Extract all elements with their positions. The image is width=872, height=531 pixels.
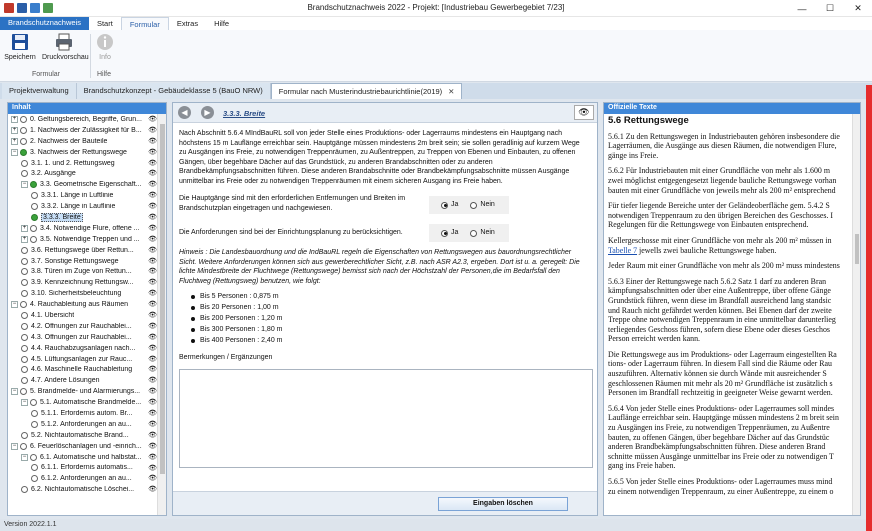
official-paragraph xyxy=(608,132,851,161)
open-status-icon xyxy=(20,443,27,450)
text-line: Person erreicht werden kann. xyxy=(608,334,701,344)
text-line: 5.6.5 Von jeder Stelle eines Produktions- oder Lagerraumes muss mind xyxy=(608,477,833,486)
eye-icon[interactable]: 👁 xyxy=(148,366,157,374)
tree-scrollbar[interactable] xyxy=(157,114,166,515)
tab-start[interactable]: Start xyxy=(96,19,113,28)
eye-icon[interactable]: 👁 xyxy=(148,312,157,320)
text-line: anderen Brandbekämpfungsabschnitten führen. Diese anderen Brand xyxy=(608,442,826,452)
text-line: Treppe ohne notwendigen Treppenraum in eine unmittelbar darunterlieg xyxy=(608,315,836,325)
tree-item[interactable] xyxy=(8,397,158,408)
ribbon-tabs xyxy=(0,17,872,30)
tree-item[interactable] xyxy=(8,256,158,267)
q1-no-radio[interactable] xyxy=(470,200,494,210)
question-1-options xyxy=(429,196,509,214)
text-line: 5.6.2 Für Industriebauten mit einer Grundfläche von mehr als 1.600 m xyxy=(608,166,830,176)
doc-tab-formular-label: Formular nach Musterindustriebaurichtlinie(2019) xyxy=(278,87,443,96)
tree-item-label: 3.3.2. Länge in Lauflinie xyxy=(41,203,116,211)
tree-item[interactable] xyxy=(8,419,158,430)
open-status-icon xyxy=(30,225,37,232)
tree-item-label: 4.3. Öffnungen zur Rauchablei... xyxy=(31,333,132,341)
expand-icon[interactable]: + xyxy=(12,126,17,133)
tree-item-label: 3.1. 1. und 2. Rettungsweg xyxy=(31,159,115,167)
list-item: Bis 200 Personen : 1,20 m xyxy=(191,314,587,325)
official-paragraph xyxy=(608,261,851,271)
eye-icon[interactable]: 👁 xyxy=(148,290,157,298)
title-bar xyxy=(0,0,872,17)
text-line: 5.6.3 Einer der Rettungswege nach 5.6.2 Satz 1 darf zu anderen Bran xyxy=(608,276,827,286)
group-hilfe: Hilfe xyxy=(96,71,111,78)
eye-icon[interactable]: 👁 xyxy=(148,399,157,407)
open-status-icon xyxy=(21,366,28,373)
list-item: Bis 5 Personen : 0,875 m xyxy=(191,292,587,303)
official-text-scrollbar[interactable] xyxy=(852,114,860,515)
tab-extras[interactable]: Extras xyxy=(176,19,199,28)
eye-icon[interactable]: 👁 xyxy=(148,344,157,352)
tree-item-label: 3.3.1. Länge in Luftlinie xyxy=(41,192,114,200)
open-status-icon xyxy=(21,334,28,341)
tree-item-label: 3.2. Ausgänge xyxy=(31,170,76,178)
q1-yes-radio[interactable] xyxy=(441,200,458,210)
text-line: Die Rettungswege aus im Produktions- oder Lagerraum eingestellten Ra xyxy=(608,349,837,359)
tree-item[interactable] xyxy=(8,147,158,158)
official-text-body xyxy=(608,116,851,502)
expand-icon[interactable]: + xyxy=(12,137,17,144)
save-button[interactable] xyxy=(3,33,37,61)
tree-item-label: 6.1. Automatische und halbstat... xyxy=(40,453,142,461)
forward-button[interactable]: ▶ xyxy=(201,106,214,119)
width-list xyxy=(191,292,587,347)
tree-item-label: 6.1.1. Erfordernis automatis... xyxy=(41,464,133,472)
doc-tab-projektverwaltung[interactable]: Projektverwaltung xyxy=(2,83,77,99)
text-line: gang ins Freie haben. xyxy=(608,461,676,471)
tree-item-label: 4.7. Andere Lösungen xyxy=(31,377,100,385)
tree-item-label: 5.1. Automatische Brandmelde... xyxy=(40,399,142,407)
eye-icon[interactable]: 👁 xyxy=(148,377,157,385)
tree-item[interactable] xyxy=(8,354,158,365)
official-paragraph xyxy=(608,277,851,344)
tree-item[interactable] xyxy=(8,158,158,169)
eye-icon[interactable]: 👁 xyxy=(148,214,157,222)
tree-item[interactable] xyxy=(8,190,158,201)
tree-item[interactable] xyxy=(8,332,158,343)
tree-item[interactable] xyxy=(8,277,158,288)
open-status-icon xyxy=(21,323,28,330)
ribbon xyxy=(0,30,872,82)
open-status-icon xyxy=(31,464,38,471)
intro-text: Nach Abschnitt 5.6.4 MIndBauRL soll von jeder Stelle eines Produktions- oder Lagerraums mindestens ein Hauptgang nach höchstens 15 m Lauflänge erreichbar sein. Hauptgänge müssen mindestens 2m breit sein; sie sollen geradlinig auf kurzem Wege zu Ausgängen ins Freie, zu notwendigen Treppenräumen, zu Außentreppen, zu Treppen von Ebenen und Einbauten, zu offenen Gängen, über begehbare Dächer auf das Grundstück, zu anderen Brandabschnitten oder zu anderen Brandbekämpfungsabschnitten führen. Diese anderen Brandabschnitte oder Brandbekämpfungsabschnitte müssen Ausgänge unmittelbar ins Freie oder zu notwendigen Treppenräumen mit einem sicheren Ausgang ins Freie haben. xyxy=(179,130,580,185)
text-line: bauten mit einer Grundfläche von jeweils mehr als 200 m² entsprechend xyxy=(608,185,836,195)
q2-no-label: Nein xyxy=(480,229,495,237)
tree-item[interactable] xyxy=(8,245,158,256)
tree-item-label: 3.6. Rettungswege über Rettun... xyxy=(31,246,134,254)
maximize-button[interactable]: ☐ xyxy=(825,3,835,13)
tree-item[interactable] xyxy=(8,201,158,212)
form-content xyxy=(177,129,587,363)
open-status-icon xyxy=(30,236,37,243)
printer-icon xyxy=(55,33,73,51)
expand-icon[interactable]: + xyxy=(12,115,17,122)
minimize-button[interactable]: — xyxy=(797,3,807,14)
official-text-scrollbar-thumb[interactable] xyxy=(855,234,859,264)
eye-icon[interactable]: 👁 xyxy=(148,486,157,494)
open-status-icon xyxy=(31,421,38,428)
eye-icon[interactable]: 👁 xyxy=(148,170,157,178)
tree-item-label: 3.10. Sicherheitsbeleuchtung xyxy=(31,290,122,298)
eye-icon[interactable]: 👁 xyxy=(148,475,157,483)
collapse-icon[interactable]: − xyxy=(12,301,17,308)
text-line: 5.6.4 Von jeder Stelle eines Produktions- oder Lagerraumes soll mindes xyxy=(608,403,835,413)
official-paragraph xyxy=(608,201,851,230)
tree-item-label: 2. Nachweis der Bauteile xyxy=(30,137,108,145)
eye-icon[interactable]: 👁 xyxy=(148,116,157,123)
collapse-icon[interactable]: − xyxy=(22,181,27,188)
collapse-icon[interactable]: − xyxy=(12,388,17,395)
tree-item-label: 4.2. Öffnungen zur Rauchablei... xyxy=(31,322,132,330)
back-button[interactable]: ◀ xyxy=(178,106,191,119)
accent-edge xyxy=(866,85,872,531)
tree-item[interactable] xyxy=(8,321,158,332)
tree-item[interactable] xyxy=(8,408,158,419)
tree-item[interactable] xyxy=(8,288,158,299)
text-line: terliegendes Geschoss führen, sofern diese Ebene oder dieses Geschos xyxy=(608,324,830,334)
official-texts-panel xyxy=(603,102,861,516)
tree-item[interactable] xyxy=(8,125,158,136)
tree-item-label: 3.3.3. Breite xyxy=(43,213,81,221)
question-2-text: Die Anforderungen sind bei der Einrichtungsplanung zu berücksichtigen. xyxy=(179,229,403,236)
group-formular: Formular xyxy=(31,71,60,78)
eye-icon[interactable]: 👁 xyxy=(148,388,157,396)
text-line: tions- oder Lagerraum führen. In diesem Fall sind die Räume oder Rau xyxy=(608,359,832,369)
completed-status-icon xyxy=(20,149,27,156)
tree-item-label: 5.2. Nichtautomatische Brand... xyxy=(31,431,129,439)
info-label: Info xyxy=(99,54,111,61)
tree-item[interactable] xyxy=(8,484,158,495)
eye-icon[interactable]: 👁 xyxy=(148,148,157,156)
question-2-options xyxy=(429,224,509,242)
open-status-icon xyxy=(21,356,28,363)
text-line: Personen im Brandfall rechtzeitig in geeigneter Weise gewarnt werden. xyxy=(608,388,833,398)
tree-item-label: 3.3. Geometrische Eigenschaft... xyxy=(40,181,142,189)
tree-item[interactable] xyxy=(8,375,158,386)
open-status-icon xyxy=(21,312,28,319)
official-paragraph xyxy=(608,236,851,255)
eye-icon[interactable]: 👁 xyxy=(148,159,157,167)
eye-icon[interactable]: 👁 xyxy=(148,410,157,418)
tree-item[interactable] xyxy=(8,299,158,310)
text-line: jewells zwei bauliche Rettungswege haben. xyxy=(639,245,777,255)
tree-scrollbar-thumb[interactable] xyxy=(160,124,165,474)
tree-item[interactable] xyxy=(8,212,158,223)
official-texts-header: Offizielle Texte xyxy=(604,103,860,114)
tree-item[interactable] xyxy=(8,343,158,354)
eye-icon: 👁 xyxy=(578,107,590,117)
text-line: geschlossenen Räumen mit mehr als 20 m² Grundfläche ist zusätzlich s xyxy=(608,378,833,388)
tree-item-label: 4.5. Lüftungsanlagen zur Rauc... xyxy=(31,355,133,363)
form-panel xyxy=(172,102,598,516)
completed-status-icon xyxy=(31,214,38,221)
official-paragraph xyxy=(608,166,851,195)
open-status-icon xyxy=(30,399,37,406)
contents-panel xyxy=(7,102,167,516)
eye-icon[interactable]: 👁 xyxy=(148,431,157,439)
tree-item[interactable] xyxy=(8,430,158,441)
document-tabs xyxy=(0,83,872,99)
open-status-icon xyxy=(20,138,27,145)
collapse-icon[interactable]: − xyxy=(22,453,27,460)
open-status-icon xyxy=(21,345,28,352)
eye-icon[interactable]: 👁 xyxy=(148,333,157,341)
open-status-icon xyxy=(21,247,28,254)
tree-item[interactable] xyxy=(8,136,158,147)
eye-icon[interactable]: 👁 xyxy=(148,203,157,211)
radio-checked-icon xyxy=(441,202,448,209)
open-status-icon xyxy=(21,268,28,275)
open-status-icon xyxy=(21,279,28,286)
table-7-link[interactable]: Tabelle 7 xyxy=(608,245,638,255)
eye-icon[interactable]: 👁 xyxy=(148,268,157,276)
tree-item-label: 4. Rauchableitung aus Räumen xyxy=(30,301,129,309)
q2-yes-label: Ja xyxy=(451,229,459,237)
doc-tab-formular[interactable] xyxy=(271,83,463,99)
tree-item-label: 4.6. Maschinelle Rauchableitung xyxy=(31,366,133,374)
open-status-icon xyxy=(31,475,38,482)
radio-unchecked-icon xyxy=(470,202,477,209)
open-status-icon xyxy=(21,160,28,167)
tree-item[interactable] xyxy=(8,179,158,190)
contents-header: Inhalt xyxy=(8,103,166,114)
tree-item[interactable] xyxy=(8,441,158,452)
eye-icon[interactable]: 👁 xyxy=(148,279,157,287)
official-text-heading: 5.6 Rettungswege xyxy=(608,116,689,126)
tree-item[interactable] xyxy=(8,266,158,277)
eye-icon[interactable]: 👁 xyxy=(148,246,157,254)
tree-item-label: 0. Geltungsbereich, Begriffe, Grun... xyxy=(30,115,142,123)
floppy-disk-icon xyxy=(11,33,29,51)
close-tab-icon[interactable]: ✕ xyxy=(448,87,455,96)
collapse-icon[interactable]: − xyxy=(12,442,17,449)
open-status-icon xyxy=(31,203,38,210)
text-line: bauten, zu offenen Gängen, über begehbare Dächer auf das Grundstüc xyxy=(608,432,830,442)
text-line: Kellergeschosse mit einer Grundfläche von mehr als 200 m² müssen in xyxy=(608,235,832,245)
completed-status-icon xyxy=(30,181,37,188)
doc-tab-brandschutzkonzept[interactable]: Brandschutzkonzept - Gebäudeklasse 5 (BauO NRW) xyxy=(77,83,271,99)
remarks-textarea[interactable] xyxy=(179,369,593,468)
form-footer xyxy=(173,491,597,515)
question-1-text: Die Hauptgänge sind mit den erforderlichen Entfernungen und Breiten im Brandschutzplan eingetragen und nachgewiesen. xyxy=(179,195,406,212)
text-line: auszuführen. Alternativ können sie durch Wände mit ausreichender S xyxy=(608,369,827,379)
tab-formular[interactable]: Formular xyxy=(121,17,169,30)
tree-item[interactable] xyxy=(8,386,158,397)
tree-item-label: 6. Feuerlöschanlagen und -einrich... xyxy=(30,442,142,450)
tree-item-label: 4.1. Übersicht xyxy=(31,311,75,319)
open-status-icon xyxy=(21,432,28,439)
official-paragraph xyxy=(608,477,851,496)
collapse-icon[interactable]: − xyxy=(22,399,27,406)
list-item: Bis 300 Personen : 1,80 m xyxy=(191,325,587,336)
question-1 xyxy=(177,194,587,222)
status-bar: Version 2022.1.1 xyxy=(0,519,866,531)
open-status-icon xyxy=(21,258,28,265)
eye-icon[interactable]: 👁 xyxy=(148,464,157,472)
tree-item[interactable] xyxy=(8,223,158,234)
text-line: notwendigen Treppenraum zu den übrigen Bereichen des Geschosses. I xyxy=(608,210,834,220)
text-line: Für tiefer liegende Bereiche unter der Geländeoberfläche gem. 5.4.2 S xyxy=(608,201,830,211)
tree-item-label: 3.7. Sonstige Rettungswege xyxy=(31,257,119,265)
print-preview-button[interactable] xyxy=(42,33,89,61)
open-status-icon xyxy=(21,290,28,297)
eye-icon[interactable]: 👁 xyxy=(148,137,157,145)
tree-item-label: 5. Brandmelde- und Alarmierungs... xyxy=(30,388,141,396)
tree-item[interactable] xyxy=(8,452,158,463)
tree-item-label: 3.9. Kennzeichnung Rettungsw... xyxy=(31,279,134,287)
text-line: zu einem notwendigen Treppenraum, zu einer Außentreppe, zu einem o xyxy=(608,486,834,496)
tree-item-label: 3.8. Türen im Zuge von Rettun... xyxy=(31,268,132,276)
tree-item[interactable] xyxy=(8,234,158,245)
eye-icon[interactable]: 👁 xyxy=(148,322,157,330)
form-toolbar xyxy=(173,103,597,123)
info-button[interactable] xyxy=(94,33,116,61)
print-preview-label: Druckvorschau xyxy=(42,54,89,61)
text-line: Jeder Raum mit einer Grundfläche von mehr als 200 m² muss mindestens xyxy=(608,261,840,271)
tree-item-label: 3. Nachweis der Rettungswege xyxy=(30,148,127,156)
expand-icon[interactable]: + xyxy=(22,224,27,231)
text-line: kämpfungsabschnitten oder über eine Außentreppe, über offene Gänge xyxy=(608,286,831,296)
q2-yes-radio[interactable] xyxy=(441,228,458,238)
radio-unchecked-icon xyxy=(470,230,477,237)
tree-item-label: 6.2. Nichtautomatische Löschei... xyxy=(31,486,135,494)
eye-icon[interactable]: 👁 xyxy=(148,235,157,243)
tree-item[interactable] xyxy=(8,114,158,125)
text-line: und Rauch nicht gefährdet werden können. Bei Ebenen darf der zweite xyxy=(608,305,832,315)
open-status-icon xyxy=(20,301,27,308)
breadcrumb[interactable]: 3.3.3. Breite xyxy=(223,109,266,118)
text-line: Grundstück führen, wenn diese im Brandfall ausreichend lang standsic xyxy=(608,295,832,305)
open-status-icon xyxy=(31,192,38,199)
preview-eye-button[interactable] xyxy=(574,105,594,120)
expand-icon[interactable]: + xyxy=(22,235,27,242)
tab-brandschutznachweis[interactable]: Brandschutznachweis xyxy=(0,17,89,30)
tree-item-label: 5.1.1. Erfordernis autom. Br... xyxy=(41,409,133,417)
q2-no-radio[interactable] xyxy=(470,228,494,238)
tree-item[interactable] xyxy=(8,310,158,321)
eye-icon[interactable]: 👁 xyxy=(148,257,157,265)
tree-item[interactable] xyxy=(8,168,158,179)
text-line: Lagerräumen, die Ausgänge aus diesen Räumen, die notwendigen Flure, xyxy=(608,141,837,151)
tree-item-label: 5.1.2. Anforderungen an au... xyxy=(41,420,132,428)
text-line: gänge ins Freie. xyxy=(608,150,659,160)
tree-item-label: 4.4. Rauchabzugsanlagen nach... xyxy=(31,344,136,352)
text-line: schnitte müssen Ausgänge unmittelbar ins Freie oder zu notwendigen T xyxy=(608,451,834,461)
text-line: 5.6.1 Zu den Rettungswegen in Industriebauten gehören insbesondere die xyxy=(608,131,840,141)
info-icon xyxy=(96,33,114,51)
eye-icon[interactable]: 👁 xyxy=(148,442,157,450)
eye-icon[interactable]: 👁 xyxy=(148,301,157,309)
text-line: Lauflänge erreichbar sein. Hauptgänge müssen mindestens 2 m breit sein xyxy=(608,413,839,423)
eye-icon[interactable]: 👁 xyxy=(148,224,157,232)
tree-item-label: 6.1.2. Anforderungen an au... xyxy=(41,475,132,483)
tab-hilfe[interactable]: Hilfe xyxy=(214,19,230,28)
open-status-icon xyxy=(21,170,28,177)
open-status-icon xyxy=(30,454,37,461)
list-item: Bis 20 Personen : 1,00 m xyxy=(191,303,587,314)
q1-yes-label: Ja xyxy=(451,201,459,209)
close-button[interactable]: ✕ xyxy=(854,3,862,13)
collapse-icon[interactable]: − xyxy=(12,148,17,155)
text-line: Regelungen für die Rettungswege von Einbauten entsprechend. xyxy=(608,220,809,230)
eye-icon[interactable]: 👁 xyxy=(148,355,157,363)
open-status-icon xyxy=(21,486,28,493)
open-status-icon xyxy=(20,127,27,134)
tree-item[interactable] xyxy=(8,473,158,484)
ribbon-separator xyxy=(90,34,91,78)
official-paragraph xyxy=(608,404,851,471)
contents-tree xyxy=(8,114,158,515)
tree-item[interactable] xyxy=(8,364,158,375)
tree-item-label: 3.4. Notwendige Flure, offene ... xyxy=(40,224,140,232)
question-2 xyxy=(177,222,587,244)
eye-icon[interactable]: 👁 xyxy=(148,453,157,461)
eye-icon[interactable]: 👁 xyxy=(148,126,157,134)
official-paragraph xyxy=(608,350,851,398)
list-item: Bis 400 Personen : 2,40 m xyxy=(191,336,587,347)
window-title: Brandschutznachweis 2022 - Projekt: [Industriebau Gewerbegebiet 7/23] xyxy=(307,3,565,12)
tree-item-label: 1. Nachweis der Zulässigkeit für B... xyxy=(30,126,142,134)
q1-no-label: Nein xyxy=(480,201,495,209)
radio-checked-icon xyxy=(441,230,448,237)
remarks-label: Bermerkungen / Ergänzungen xyxy=(179,354,273,361)
open-status-icon xyxy=(20,116,27,123)
open-status-icon xyxy=(31,410,38,417)
eye-icon[interactable]: 👁 xyxy=(148,420,157,428)
hint-text: Hinweis : Die Landesbauordnung und die IndBauRL regeln die Eigenschaften von Rettungswegen aus bauordnungsrechtlicher Sicht. Weitere Anforderungen können sich aus gewerberechtlicher Sicht, z.B. nach ASR A2.3, ergeben. Dort ist u. a. geregelt: Die lichte Mindestbreite der Fluchtwege (Rettungswege) bemisst sich nach der Höchstzahl der Personen,die im Bedarfsfall den Fluchtweg (Rettungsweg) benutzen, wie folgt: xyxy=(179,249,580,285)
open-status-icon xyxy=(20,388,27,395)
clear-inputs-button[interactable]: Eingaben löschen xyxy=(438,497,568,511)
text-line: zwei möglichst entgegengesetzt liegende bauliche Rettungswege vorhan xyxy=(608,175,837,185)
open-status-icon xyxy=(21,377,28,384)
text-line: zu Ausgängen ins Freie, zu notwendigen Treppenräumen, zu Außentre xyxy=(608,423,830,433)
tree-item[interactable] xyxy=(8,463,158,474)
eye-icon[interactable]: 👁 xyxy=(148,192,157,200)
eye-icon[interactable]: 👁 xyxy=(148,181,157,189)
tree-item-label: 3.5. Notwendige Treppen und ... xyxy=(40,235,140,243)
save-label: Speichern xyxy=(4,54,36,61)
